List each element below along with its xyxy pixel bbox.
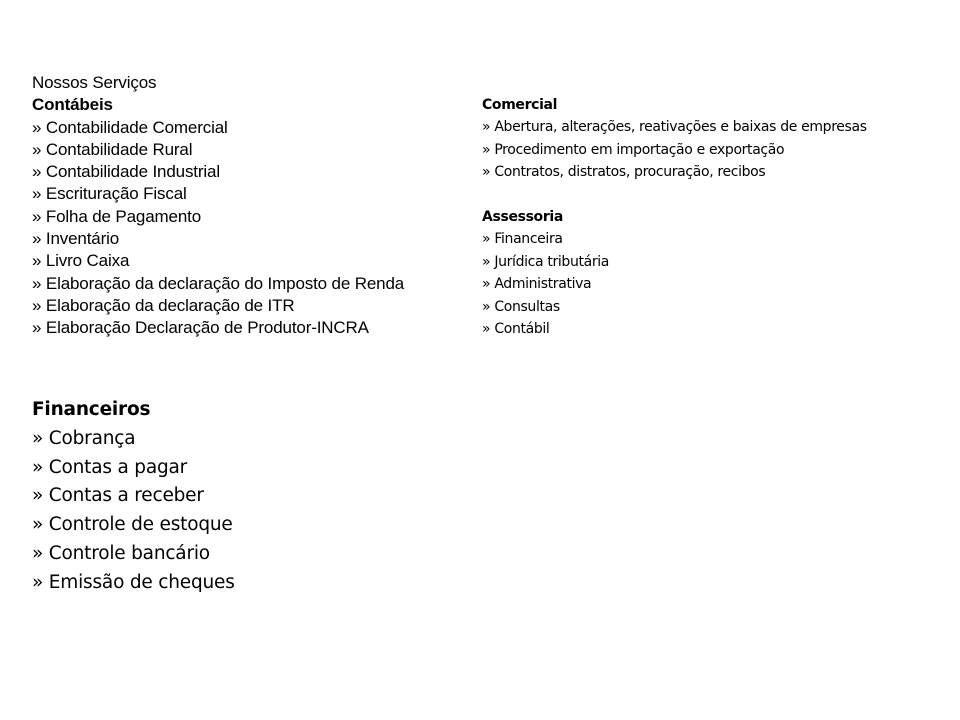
list-item: » Administrativa bbox=[482, 276, 592, 293]
list-item: » Abertura, alterações, reativações e baixas de empresas bbox=[482, 119, 867, 136]
comercial-heading: Comercial bbox=[482, 97, 558, 113]
contabeis-heading: Contábeis bbox=[32, 95, 113, 115]
list-item: » Jurídica tributária bbox=[482, 253, 610, 270]
financeiros-section bbox=[32, 396, 235, 598]
list-item: » Elaboração Declaração de Produtor-INCRA bbox=[32, 318, 369, 338]
list-item: » Controle de estoque bbox=[32, 514, 233, 536]
list-item: » Contratos, distratos, procuração, recibos bbox=[482, 164, 766, 181]
list-item: » Contabilidade Industrial bbox=[32, 162, 220, 182]
list-item: » Elaboração da declaração de ITR bbox=[32, 295, 295, 315]
list-item: » Emissão de cheques bbox=[32, 571, 235, 593]
financeiros-list bbox=[32, 425, 235, 598]
list-item: » Livro Caixa bbox=[32, 251, 130, 271]
list-item: » Inventário bbox=[32, 229, 120, 249]
list-item: » Procedimento em importação e exportação bbox=[482, 141, 785, 158]
comercial-section bbox=[482, 94, 867, 184]
list-item: » Contábil bbox=[482, 321, 550, 338]
list-item: » Consultas bbox=[482, 298, 560, 315]
list-item: » Escrituração Fiscal bbox=[32, 184, 187, 204]
list-item: » Controle bancário bbox=[32, 542, 210, 564]
list-item: » Contas a receber bbox=[32, 485, 204, 507]
comercial-list bbox=[482, 116, 867, 183]
financeiros-heading: Financeiros bbox=[32, 399, 151, 420]
contabeis-list bbox=[32, 117, 404, 340]
services-title: Nossos Serviços bbox=[32, 73, 157, 92]
assessoria-section bbox=[482, 206, 609, 340]
list-item: » Cobrança bbox=[32, 427, 136, 449]
contabeis-section bbox=[32, 72, 404, 340]
list-item: » Financeira bbox=[482, 231, 563, 248]
assessoria-heading: Assessoria bbox=[482, 209, 563, 225]
list-item: » Contabilidade Rural bbox=[32, 139, 193, 159]
list-item: » Contas a pagar bbox=[32, 456, 188, 478]
list-item: » Contabilidade Comercial bbox=[32, 117, 228, 137]
list-item: » Elaboração da declaração do Imposto de Renda bbox=[32, 273, 405, 293]
assessoria-list bbox=[482, 228, 609, 340]
list-item: » Folha de Pagamento bbox=[32, 206, 202, 226]
